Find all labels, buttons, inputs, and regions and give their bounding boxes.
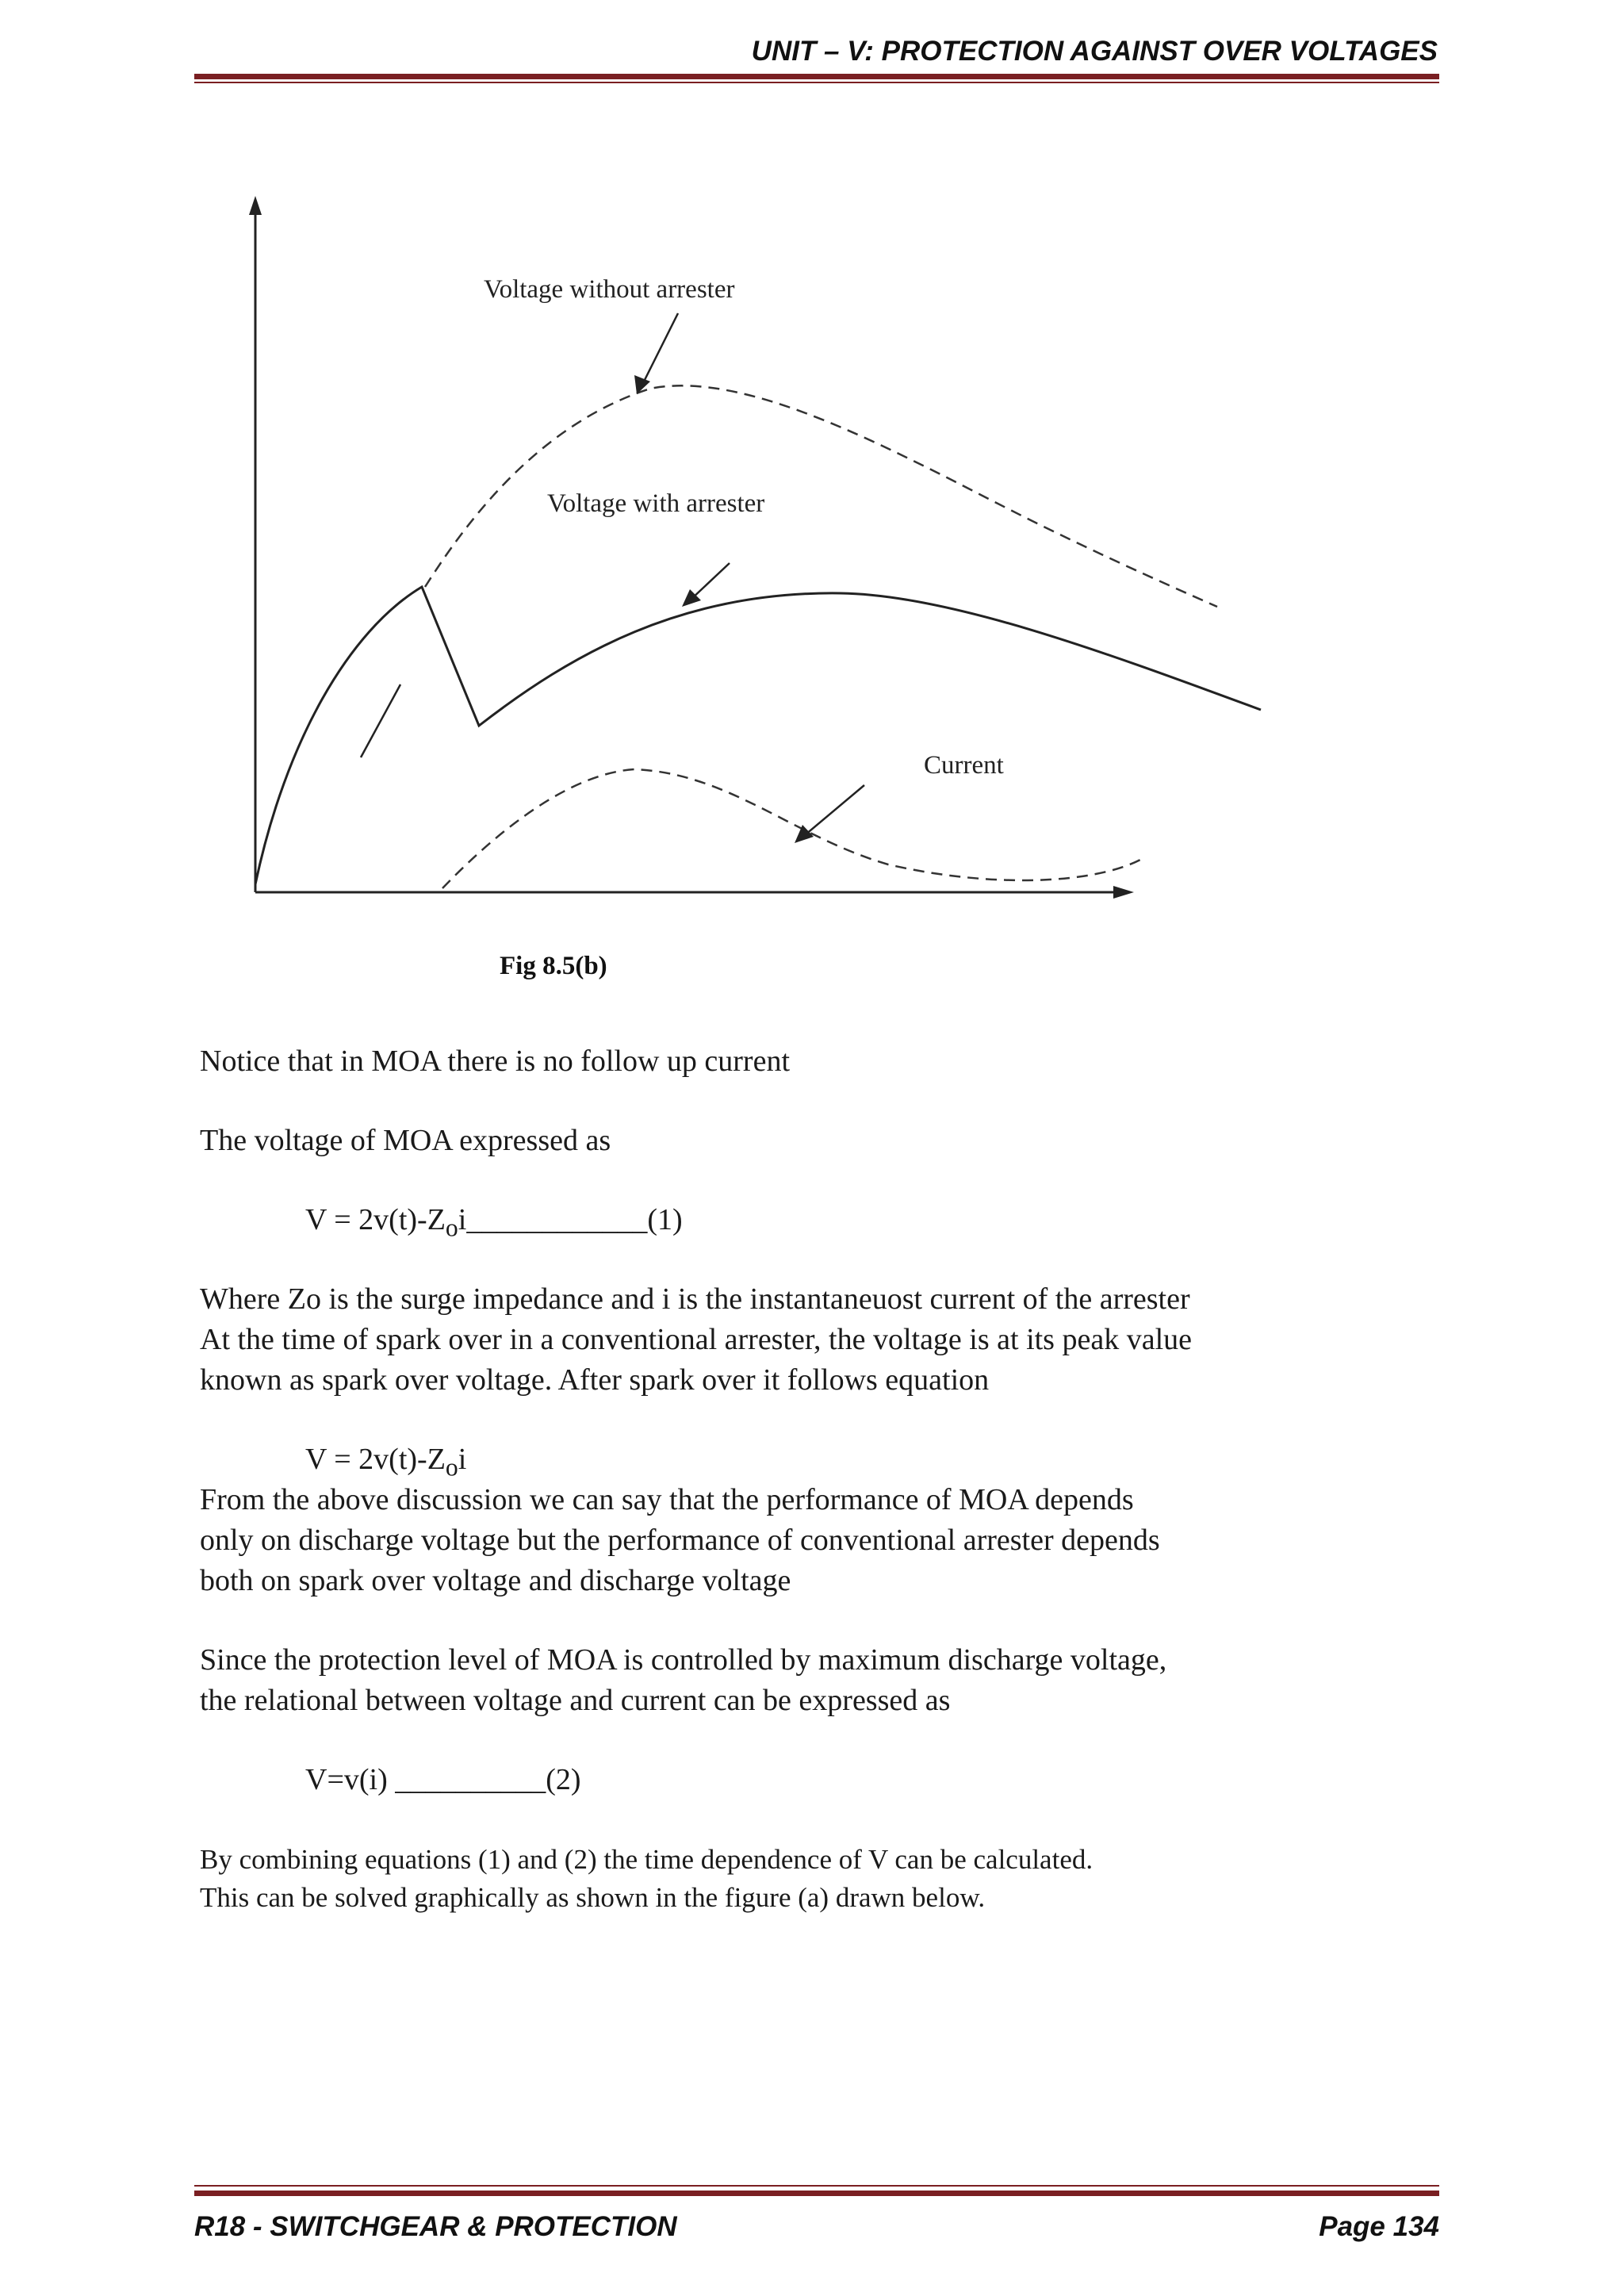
- running-header: UNIT – V: PROTECTION AGAINST OVER VOLTAGES: [751, 36, 1438, 67]
- paragraph-discussion-line-2: only on discharge voltage but the performance of conventional arrester depends: [200, 1524, 1160, 1557]
- paragraph-protection-level-line-2: the relational between voltage and current can be expressed as: [200, 1684, 951, 1717]
- figure-caption: Fig 8.5(b): [500, 952, 607, 980]
- header-rule-thin: [194, 82, 1439, 83]
- curve-voltage-with-arrester: [255, 587, 1261, 884]
- arrow-without-arrester: [634, 313, 678, 394]
- paragraph-surge-impedance-line-1: Where Zo is the surge impedance and i is the instantaneuost current of the arrester: [200, 1282, 1190, 1316]
- arrow-with-arrester: [682, 563, 730, 607]
- voltage-current-diagram: [238, 186, 1285, 916]
- curve-current: [442, 769, 1142, 888]
- equation-2-rhs: i: [458, 1443, 467, 1476]
- header-rule-thick: [194, 74, 1439, 79]
- paragraph-voltage-expressed: The voltage of MOA expressed as: [200, 1124, 611, 1157]
- equation-3-number: (2): [546, 1763, 581, 1796]
- equation-3: [305, 1760, 581, 1800]
- equation-2-lhs: V = 2v(t)-Z: [305, 1443, 446, 1476]
- equation-1-rhs: i: [458, 1203, 467, 1236]
- aux-line: [361, 684, 400, 757]
- equation-3-lhs: V=v(i): [305, 1763, 388, 1796]
- y-axis-arrow: [249, 196, 262, 215]
- x-axis-arrow: [1113, 886, 1134, 899]
- footer-rule-thick: [194, 2191, 1439, 2196]
- page-footer: [194, 2207, 1439, 2247]
- label-voltage-without-arrester: Voltage without arrester: [484, 275, 735, 304]
- arrow-current: [795, 785, 864, 843]
- paragraph-discussion-line-3: both on spark over voltage and discharge voltage: [200, 1564, 791, 1597]
- equation-1-blank: ____________: [466, 1203, 648, 1236]
- figure-8-5b: [238, 186, 1285, 916]
- paragraph-follow-up-current: Notice that in MOA there is no follow up current: [200, 1045, 791, 1078]
- equation-3-blank: __________: [395, 1763, 546, 1796]
- equation-2-sub: o: [445, 1453, 458, 1481]
- footer-rule-thin: [194, 2185, 1439, 2187]
- paragraph-protection-level-line-1: Since the protection level of MOA is controlled by maximum discharge voltage,: [200, 1643, 1167, 1677]
- equation-1-sub: o: [445, 1213, 458, 1242]
- label-voltage-with-arrester: Voltage with arrester: [547, 489, 765, 518]
- paragraph-combining-line-2: This can be solved graphically as shown in the figure (a) drawn below.: [200, 1882, 986, 1913]
- footer-course-title: R18 - SWITCHGEAR & PROTECTION: [194, 2211, 677, 2242]
- paragraph-combining-line-1: By combining equations (1) and (2) the time dependence of V can be calculated.: [200, 1844, 1094, 1875]
- label-current: Current: [924, 751, 1004, 780]
- equation-1: [305, 1200, 683, 1248]
- paragraph-discussion-line-1: From the above discussion we can say that the performance of MOA depends: [200, 1483, 1134, 1516]
- curve-voltage-without-arrester: [425, 385, 1217, 607]
- paragraph-surge-impedance-line-3: known as spark over voltage. After spark over it follows equation: [200, 1363, 990, 1397]
- equation-1-number: (1): [647, 1203, 683, 1236]
- paragraph-surge-impedance-line-2: At the time of spark over in a conventional arrester, the voltage is at its peak value: [200, 1323, 1192, 1356]
- footer-page-number: Page 134: [1319, 2211, 1439, 2242]
- equation-1-lhs: V = 2v(t)-Z: [305, 1203, 446, 1236]
